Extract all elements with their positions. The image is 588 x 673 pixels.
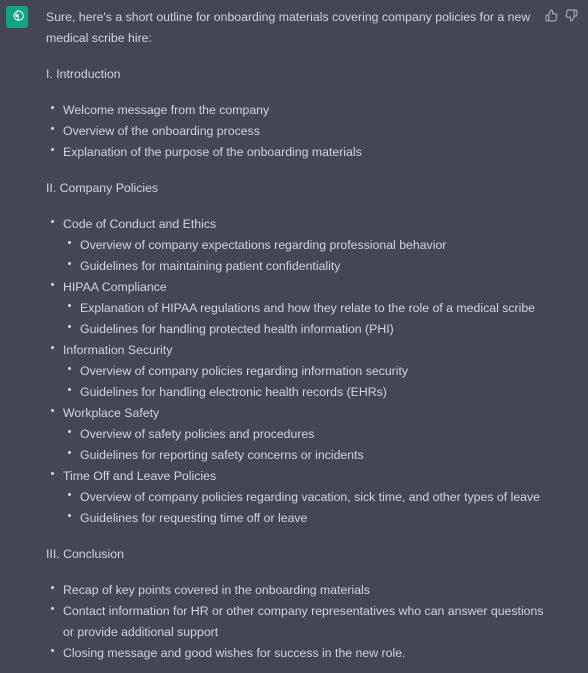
sub-list-item: Guidelines for handling protected health information (PHI) xyxy=(63,319,556,340)
sub-list xyxy=(63,424,556,466)
list-item: Welcome message from the company xyxy=(46,100,556,121)
sub-list xyxy=(63,361,556,403)
sub-list xyxy=(63,298,556,340)
list-item: Recap of key points covered in the onboarding materials xyxy=(46,580,556,601)
sub-list-item: Guidelines for maintaining patient confidentiality xyxy=(63,256,556,277)
introduction-list xyxy=(46,100,556,163)
list-item: Time Off and Leave Policies Overview of company policies regarding vacation, sick time, and other types of leave Guidelines for requesting time off or leave xyxy=(46,466,556,529)
intro-text: Sure, here's a short outline for onboarding materials covering company policies for a new medical scribe hire: xyxy=(46,10,531,45)
section-heading-introduction: I. Introduction xyxy=(46,67,121,81)
sub-list-item: Overview of company policies regarding vacation, sick time, and other types of leave xyxy=(63,487,556,508)
list-item: Closing message and good wishes for success in the new role. xyxy=(46,643,556,664)
list-item: Contact information for HR or other company representatives who can answer questions or provide additional support xyxy=(46,601,556,643)
sub-list-item: Guidelines for requesting time off or leave xyxy=(63,508,556,529)
sub-list-item: Explanation of HIPAA regulations and how they relate to the role of a medical scribe xyxy=(63,298,556,319)
list-item: Code of Conduct and Ethics Overview of company expectations regarding professional behavior Guidelines for maintaining patient confidentiality xyxy=(46,214,556,277)
assistant-logo-icon xyxy=(6,6,28,28)
thumbs-down-icon[interactable] xyxy=(565,9,578,22)
list-item: Workplace Safety Overview of safety policies and procedures Guidelines for reporting safety concerns or incidents xyxy=(46,403,556,466)
list-item: Explanation of the purpose of the onboarding materials xyxy=(46,142,556,163)
company-policies-list xyxy=(46,214,556,529)
conclusion-list xyxy=(46,580,556,664)
list-item: Overview of the onboarding process xyxy=(46,121,556,142)
sub-list-item: Overview of company policies regarding information security xyxy=(63,361,556,382)
sub-list-item: Guidelines for handling electronic health records (EHRs) xyxy=(63,382,556,403)
list-item: Information Security Overview of company policies regarding information security Guidelines for handling electronic health records (EHRs) xyxy=(46,340,556,403)
sub-list-item: Overview of company expectations regarding professional behavior xyxy=(63,235,556,256)
sub-list-item: Overview of safety policies and procedures xyxy=(63,424,556,445)
sub-list xyxy=(63,487,556,529)
sub-list xyxy=(63,235,556,277)
sub-list-item: Guidelines for reporting safety concerns or incidents xyxy=(63,445,556,466)
section-heading-conclusion: III. Conclusion xyxy=(46,547,124,561)
section-heading-company-policies: II. Company Policies xyxy=(46,181,159,195)
message-content xyxy=(46,7,556,664)
list-item: HIPAA Compliance Explanation of HIPAA regulations and how they relate to the role of a medical scribe Guidelines for handling protected health information (PHI) xyxy=(46,277,556,340)
